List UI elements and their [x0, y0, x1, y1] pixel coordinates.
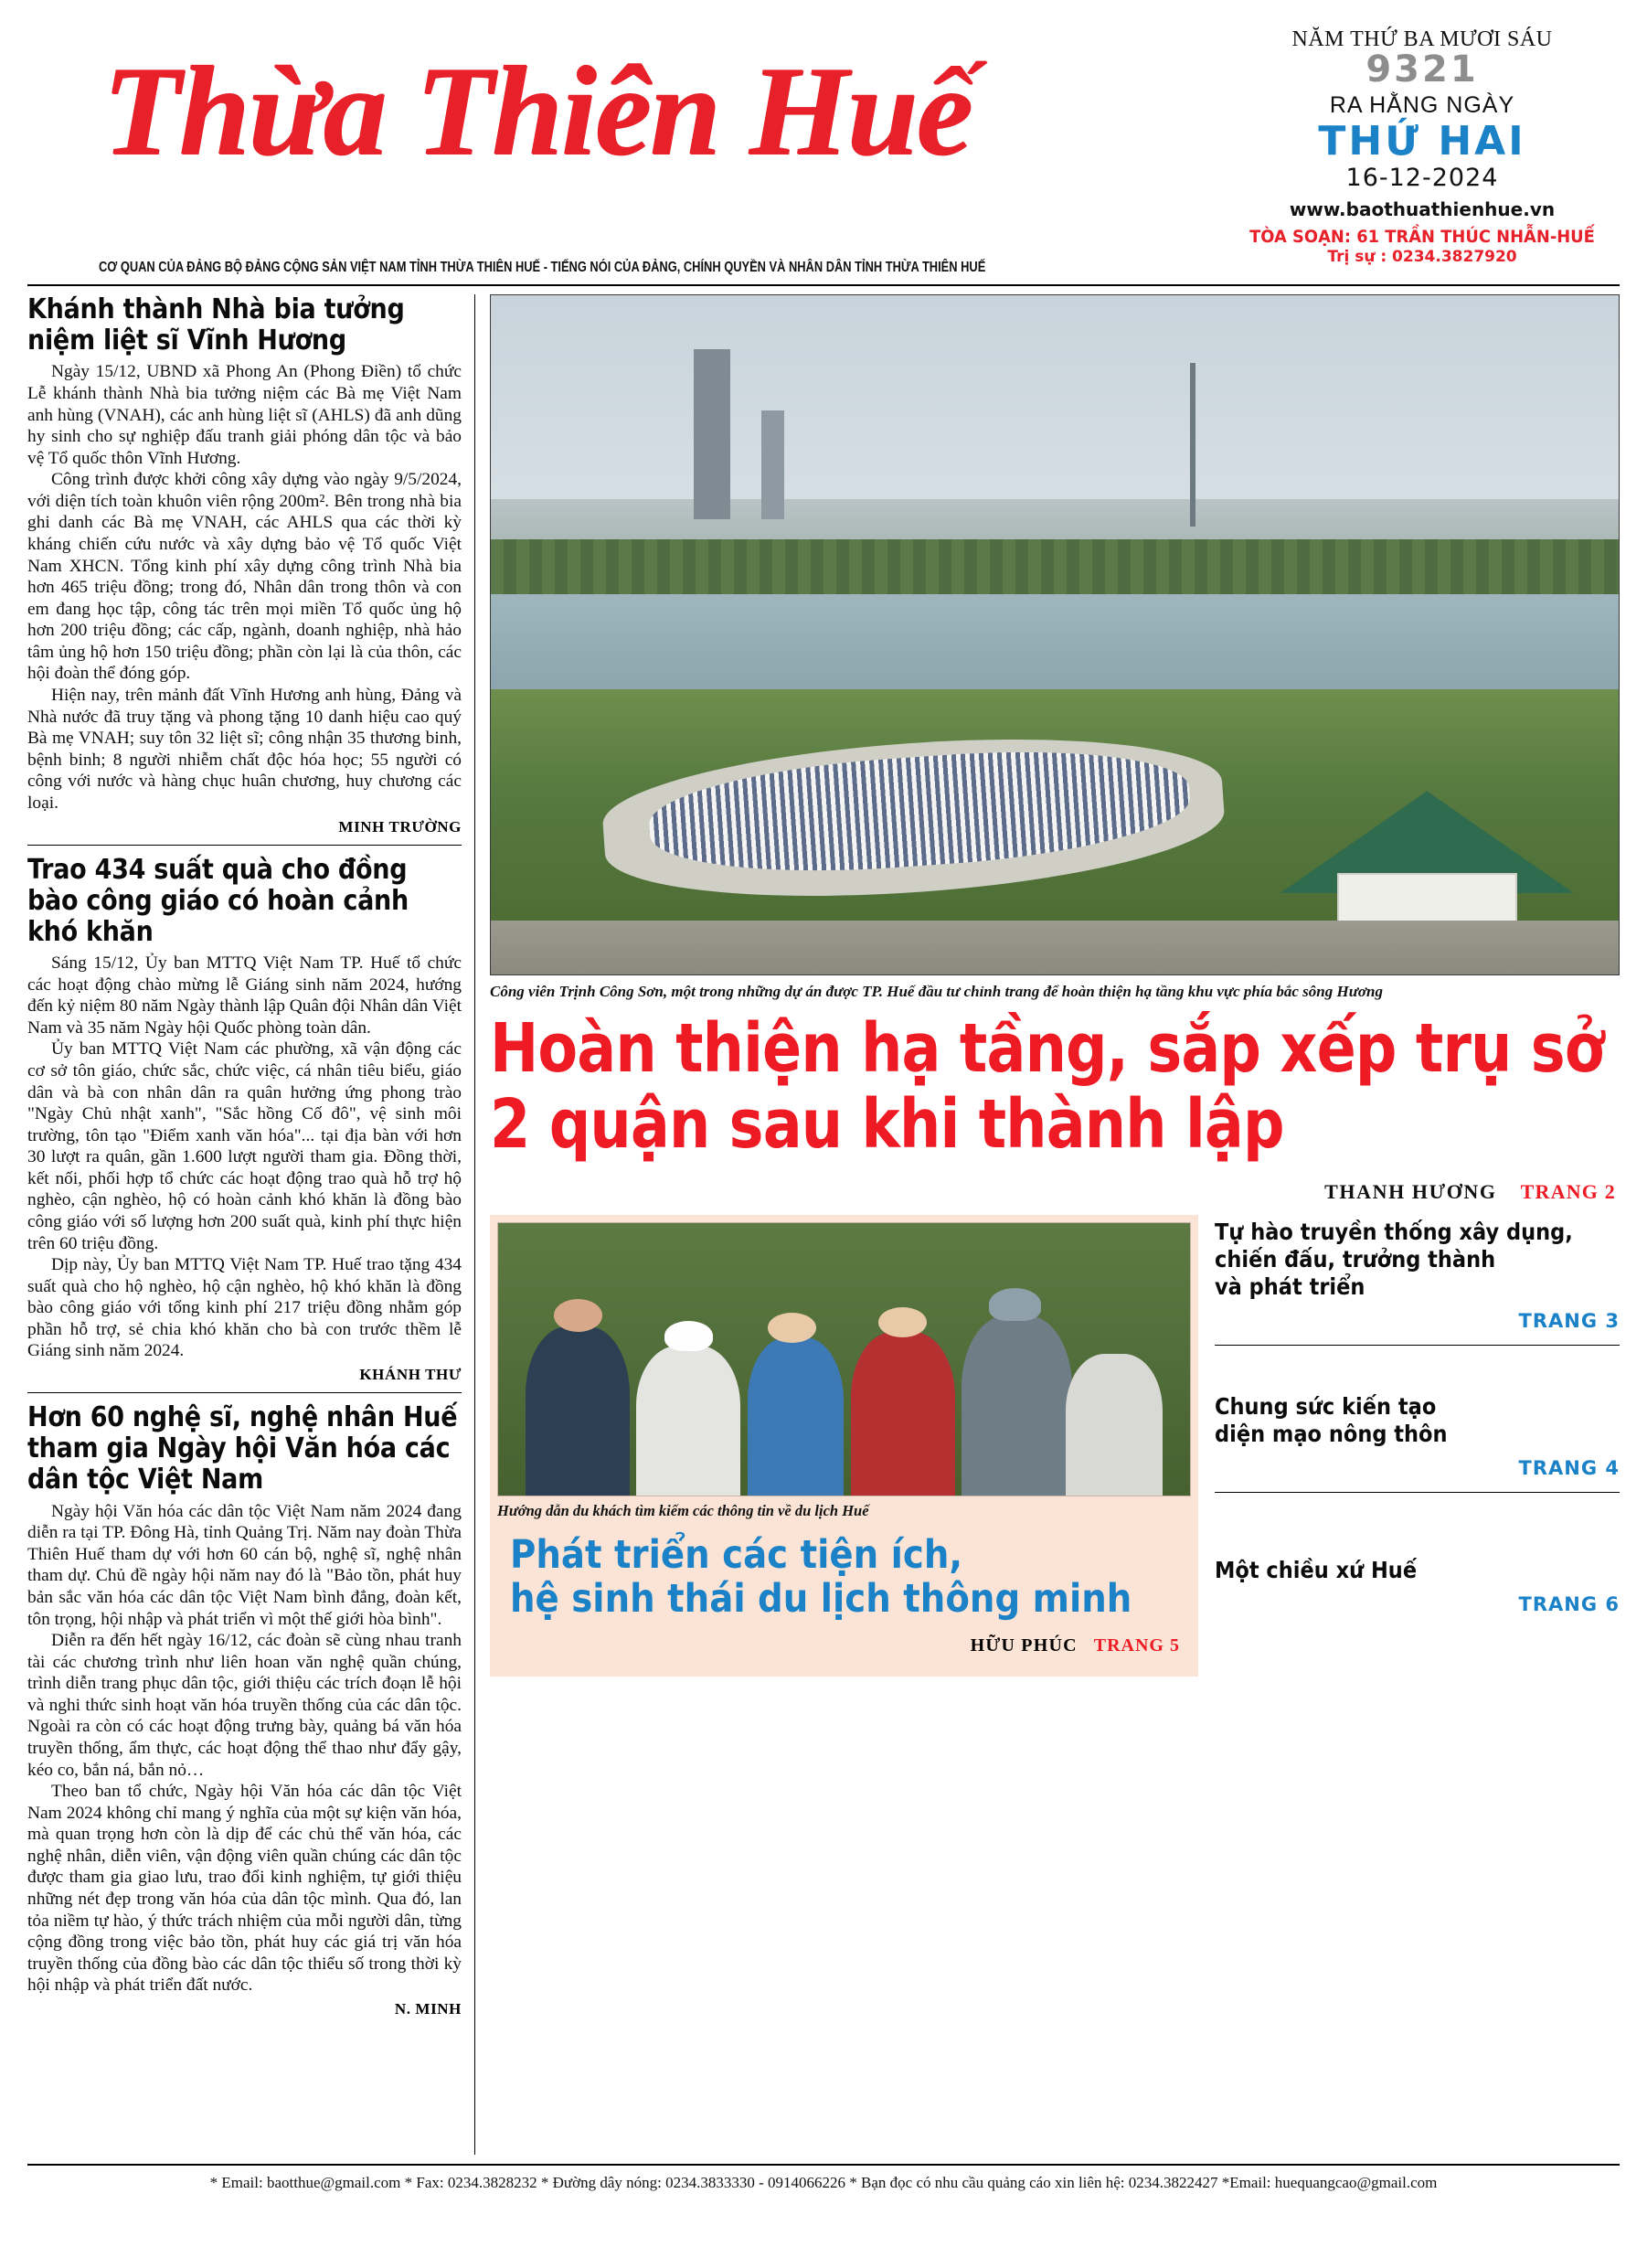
photo-person-head — [989, 1288, 1041, 1321]
masthead-info-block — [1234, 13, 1620, 266]
promo-item-trang-3[interactable] — [1215, 1215, 1620, 1332]
main-story-author: THANH HƯƠNG — [1324, 1179, 1497, 1203]
main-story-credit — [490, 1180, 1620, 1204]
promo-headline-line: diện mạo nông thôn — [1215, 1420, 1448, 1447]
secondary-headline-line-1: Phát triển các tiện ích, — [510, 1531, 963, 1578]
photo-river-huong — [491, 594, 1619, 696]
article-byline: MINH TRƯỜNG — [338, 817, 462, 836]
photo-person-head — [554, 1299, 602, 1332]
promo-headline-line: và phát triển — [1215, 1272, 1365, 1300]
secondary-story-credit — [497, 1635, 1191, 1656]
promo-page-ref[interactable]: TRANG 4 — [1518, 1456, 1620, 1479]
article-paragraph: Ngày 15/12, UBND xã Phong An (Phong Điền) tổ chức Lễ khánh thành Nhà bia tưởng niệm các Bà mẹ Việt Nam anh hùng (VNAH), các anh hùng liệt sĩ (AHLS) đã anh dũng hy sinh cho sự nghiệp đấu tranh giải phóng dân tộc và bảo vệ Tổ quốc thôn Vĩnh Hương. — [27, 362, 462, 468]
office-phone: Trị sự : 0234.3827920 — [1327, 248, 1517, 267]
secondary-story — [490, 1215, 1198, 1677]
weekday-label: THỨ HAI — [1318, 118, 1526, 165]
article-divider — [27, 1392, 462, 1393]
publication-year-label: NĂM THỨ BA MƯƠI SÁU — [1291, 27, 1553, 51]
article-paragraph: Ủy ban MTTQ Việt Nam các phường, xã vận động các cơ sở tôn giáo, chức sắc, chức việc, cá nhân tiêu biểu, giáo dân và bà con nhân dân ra quân hưởng ứng phong trào "Ngày Chủ nhật xanh", "Sắc hồng Cố đô", vệ sinh môi trường, tôn tạo "Điểm xanh văn hóa"... tại địa bàn với hơn 30 lượt ra quân, gần 1.600 lượt người tham gia. Đồng thời, kết nối, phối hợp tổ chức các hoạt động trao quà hỗ trợ hộ nghèo, cận nghèo, hộ có hoàn cảnh khó khăn là đồng bào công giáo với số lượng hơn 200 suất quà, kinh phí thực hiện trên 60 triệu đồng. — [27, 1039, 462, 1253]
photo-person-backpack — [1066, 1354, 1163, 1496]
secondary-photo-tourists — [497, 1222, 1191, 1496]
secondary-story-page-ref[interactable]: TRANG 5 — [1093, 1635, 1180, 1656]
promo-headline-line: Chung sức kiến tạo — [1215, 1392, 1437, 1420]
photo-person — [526, 1326, 630, 1496]
article-body — [27, 1501, 462, 1996]
article-paragraph: Công trình được khởi công xây dựng vào ngày 9/5/2024, với diện tích toàn khuôn viên rộng 200m². Bên trong nhà bia ghi danh các Bà mẹ VNAH, các AHLS qua các thời kỳ kháng chiến cứu nước và xây dựng bảo vệ Tổ quốc Việt Nam XHCN. Tổng kinh phí xây dựng công trình Nhà bia hơn 465 triệu đồng; trong đó, Nhân dân trong thôn và con em đang học tập, công tác trên mọi miền Tổ quốc ủng hộ hơn 200 triệu đồng; các cấp, ngành, doanh nghiệp, nhà hảo tâm ủng hộ hơn 150 triệu đồng; phần còn lại là của thôn, các hội đoàn thể đóng góp. — [27, 470, 462, 684]
article-paragraph: Diễn ra đến hết ngày 16/12, các đoàn sẽ cùng nhau tranh tài các chương trình như liên hoan văn nghệ quần chúng, trình diễn trang phục dân tộc, giới thiệu các trích đoạn lễ hội và nghi thức sinh hoạt văn hóa truyền thống của các dân tộc. Ngoài ra còn có các hoạt động trưng bày, quảng bá văn hóa truyền thống, ẩm thực, các hoạt động thể thao như đẩy gậy, kéo co, bắn ná, bắn nỏ… — [27, 1631, 462, 1780]
hero-photo-trinh-cong-son-park — [490, 294, 1620, 975]
photo-person — [636, 1346, 740, 1496]
promo-divider — [1215, 1492, 1620, 1493]
page-content — [27, 294, 1620, 2155]
article-cong-giao — [27, 855, 462, 1385]
article-paragraph: Theo ban tổ chức, Ngày hội Văn hóa các dân tộc Việt Nam 2024 không chỉ mang ý nghĩa của một sự kiện văn hóa, mà quan trọng hơn còn là dịp để các chủ thể văn hóa, các nghệ nhân, diễn viên, vận động viên quần chúng các dân tộc được tham gia giao lưu, trao đổi kinh nghiệm, tự giới thiệu những nét đẹp trong văn hóa của dân tộc mình. Qua đó, lan tỏa niềm tự hào, ý thức trách nhiệm của mỗi người dân, từng cộng đồng trong việc bảo tồn, phát huy các giá trị văn hóa truyền thống của đồng bào các dân tộc thiểu số trong thời kỳ hội nhập và phát triển đất nước. — [27, 1782, 462, 1996]
masthead-logo-area — [27, 13, 1234, 182]
photo-person-head — [664, 1321, 713, 1351]
footer-contact-line: * Email: baotthue@gmail.com * Fax: 0234.3828232 * Đường dây nóng: 0234.3833330 - 0914066226 * Bạn đọc có nhu cầu quảng cáo xin liên hệ: 0234.3822427 *Email: huequangcao@gmail.com — [209, 2174, 1438, 2191]
article-headline[interactable]: Khánh thành Nhà bia tưởng niệm liệt sĩ Vĩnh Hương — [27, 293, 405, 357]
main-headline-line-2: 2 quận sau khi thành lập — [490, 1085, 1284, 1165]
footer-divider — [27, 2164, 1620, 2166]
promo-page-ref[interactable]: TRANG 6 — [1518, 1592, 1620, 1615]
article-paragraph: Ngày hội Văn hóa các dân tộc Việt Nam năm 2024 đang diễn ra tại TP. Đông Hà, tỉnh Quảng Trị. Năm nay đoàn Thừa Thiên Huế tham dự với hơn 60 cán bộ, nghệ sĩ, nghệ nhân tham dự. Chủ đề ngày hội năm nay đó là "Bảo tồn, phát huy bản sắc văn hóa các dân tộc Việt Nam bình đẳng, đoàn kết, tôn trọng, hội nhập và phát triển vì một thế giới hòa bình". — [27, 1501, 462, 1629]
promo-headline — [1215, 1393, 1623, 1448]
publication-date: 16-12-2024 — [1345, 164, 1499, 193]
article-paragraph: Sáng 15/12, Ủy ban MTTQ Việt Nam TP. Huế tổ chức các hoạt động chào mừng lễ Giáng sinh năm 2024, hướng đến kỷ niệm 80 năm Ngày thành lập Quân đội Nhân dân Việt Nam và 35 năm Ngày hội Quốc phòng toàn dân. — [27, 953, 462, 1038]
main-story-page-ref[interactable]: TRANG 2 — [1520, 1179, 1616, 1203]
promo-headline-line: chiến đấu, trưởng thành — [1215, 1245, 1496, 1272]
photo-tower-building — [694, 349, 729, 519]
promo-headline — [1215, 1557, 1623, 1584]
promo-sidebar — [1198, 1215, 1620, 1677]
bottom-block — [490, 1215, 1620, 1677]
promo-divider — [1215, 1345, 1620, 1346]
article-body — [27, 361, 462, 814]
office-address: TÒA SOẠN: 61 TRẦN THÚC NHẪN-HUẾ — [1249, 227, 1595, 248]
photo-person — [962, 1315, 1072, 1496]
right-column — [475, 294, 1620, 2155]
publication-frequency: RA HẰNG NGÀY — [1329, 92, 1515, 118]
article-byline: N. MINH — [394, 1999, 462, 2018]
article-headline[interactable]: Hơn 60 nghệ sĩ, nghệ nhân Huế tham gia Ngày hội Văn hóa các dân tộc Việt Nam — [27, 1401, 458, 1496]
secondary-headline-line-2: hệ sinh thái du lịch thông minh — [510, 1575, 1132, 1622]
photo-person-head — [878, 1307, 927, 1337]
issue-number: 9321 — [1365, 48, 1479, 91]
article-vinh-huong — [27, 294, 462, 836]
article-ngay-hoi-van-hoa — [27, 1402, 462, 2018]
hero-photo-caption: Công viên Trịnh Công Sơn, một trong những dự án được TP. Huế đầu tư chỉnh trang để hoàn thiện hạ tầng khu vực phía bắc sông Hương — [490, 983, 1383, 1000]
article-paragraph: Dịp này, Ủy ban MTTQ Việt Nam TP. Huế trao tặng 434 suất quà cho hộ nghèo, hộ cận nghèo, hộ khó khăn là đồng bào công giáo với tổng kinh phí 217 triệu đồng nhằm góp phần hỗ trợ, sẻ chia khó khăn cho bà con trước thềm lễ Giáng sinh năm 2024. — [27, 1255, 462, 1361]
promo-page-ref[interactable]: TRANG 3 — [1518, 1309, 1620, 1332]
secondary-headline[interactable] — [510, 1533, 1209, 1621]
secondary-story-author: HỮU PHÚC — [970, 1635, 1078, 1656]
photo-antenna-mast — [1190, 363, 1195, 526]
article-paragraph: Hiện nay, trên mảnh đất Vĩnh Hương anh hùng, Đảng và Nhà nước đã truy tặng và phong tặng 10 danh hiệu cao quý Bà mẹ VNAH; suy tôn 32 liệt sĩ; công nhận 35 thương binh, bệnh binh; 8 người nhiễm chất độc hóa học; 55 người có công với nước và hàng chục huân chương, huy chương các loại. — [27, 686, 462, 813]
masthead-divider — [27, 284, 1620, 286]
main-headline[interactable] — [490, 1008, 1617, 1165]
left-column — [27, 294, 475, 2155]
photo-tower-building — [761, 410, 784, 519]
article-divider — [27, 845, 462, 846]
masthead-tagline: CƠ QUAN CỦA ĐẢNG BỘ ĐẢNG CỘNG SẢN VIỆT NAM TỈNH THỪA THIÊN HUẾ - TIẾNG NÓI CỦA ĐẢNG, CHÍNH QUYỀN VÀ NHÂN DÂN TỈNH THỪA THIÊN HUẾ — [99, 260, 986, 275]
promo-headline — [1215, 1219, 1623, 1301]
photo-person — [748, 1337, 845, 1496]
promo-item-trang-6[interactable] — [1215, 1553, 1620, 1615]
main-headline-line-1: Hoàn thiện hạ tầng, sắp xếp trụ sở — [490, 1008, 1604, 1088]
promo-item-trang-4[interactable] — [1215, 1390, 1620, 1479]
article-body — [27, 953, 462, 1362]
website-url[interactable]: www.baothuathienhue.vn — [1289, 198, 1556, 221]
secondary-photo-caption: Hướng dẫn du khách tìm kiếm các thông tin về du lịch Huế — [497, 1501, 869, 1519]
photo-far-treeline — [491, 539, 1619, 601]
photo-walkway — [491, 921, 1619, 974]
promo-headline-line: Tự hào truyền thống xây dụng, — [1215, 1218, 1573, 1245]
photo-person-head — [768, 1313, 816, 1343]
newspaper-title: Thừa Thiên Huế — [102, 40, 972, 182]
masthead — [27, 13, 1620, 267]
article-byline: KHÁNH THƯ — [359, 1366, 462, 1384]
photo-person — [851, 1332, 955, 1496]
promo-headline-line: Một chiều xứ Huế — [1215, 1556, 1418, 1583]
article-headline[interactable]: Trao 434 suất quà cho đồng bào công giáo có hoàn cảnh khó khăn — [27, 853, 409, 948]
